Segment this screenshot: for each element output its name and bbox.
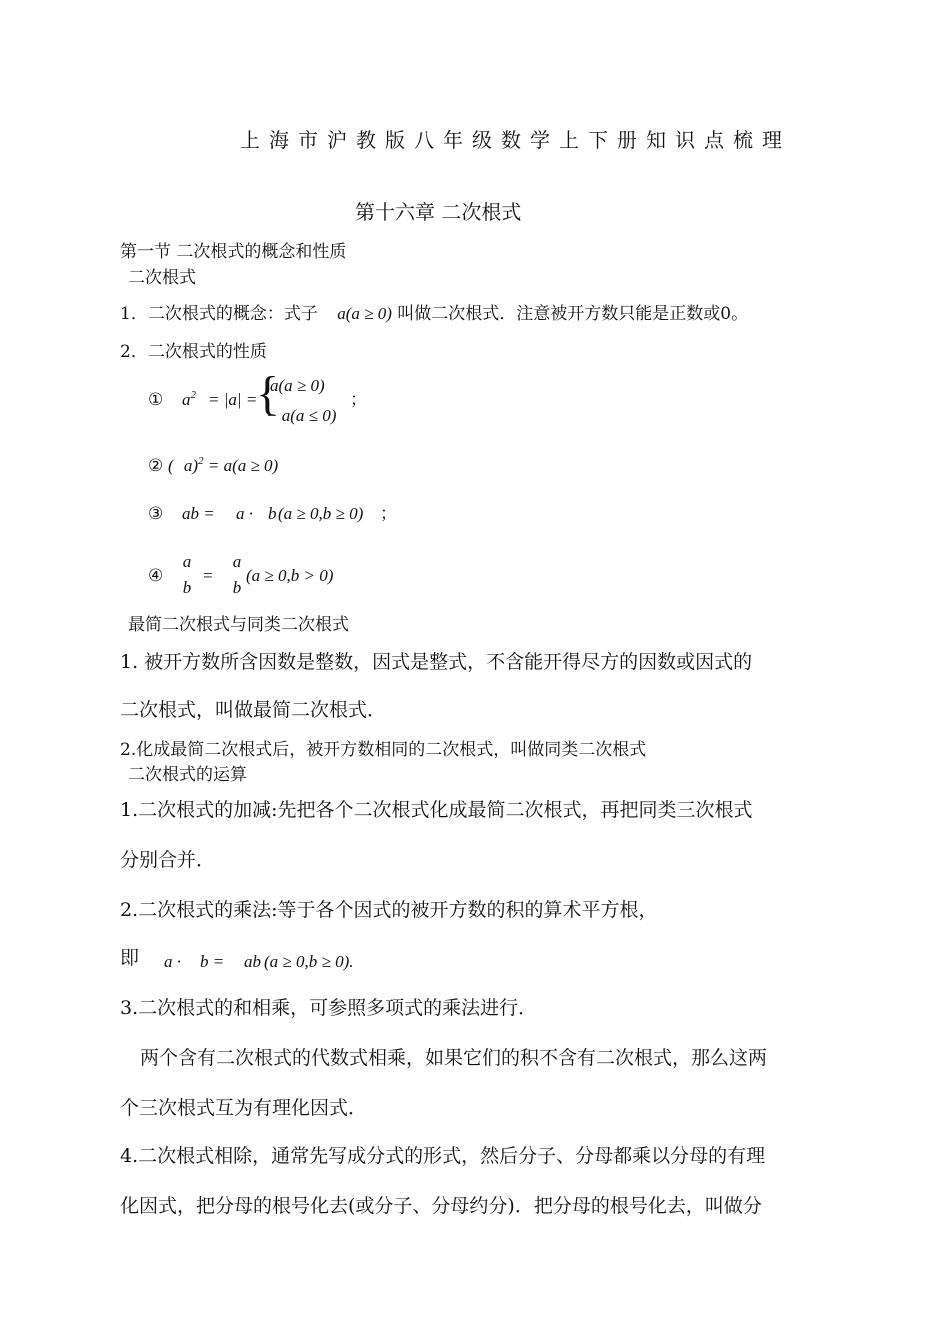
simplest-definition-line-2: 二次根式，叫做最简二次根式． [120, 699, 387, 721]
subheading-radicals: 二次根式 [128, 268, 196, 288]
addition-rule-line-1: 1.二次根式的加减:先把各个二次根式化成最简二次根式，再把同类三次根式 [120, 799, 753, 821]
property-4-numerator: a [182, 552, 192, 571]
multiplication-formula-condition: (a ≥ 0,b ≥ 0). [264, 952, 354, 971]
property-2-marker: ② [148, 456, 164, 475]
property-4-denominator: b [182, 578, 192, 597]
division-rule-line-1: 4.二次根式相除，通常先写成分式的形式，然后分子、分母都乘以分母的有理 [120, 1145, 766, 1167]
property-1-case-1: a(a ≥ 0) [270, 376, 325, 395]
multiplication-rule: 2.二次根式的乘法:等于各个因式的被开方数的积的算术平方根， [120, 899, 658, 921]
property-1-lhs [182, 388, 196, 414]
property-3-marker: ③ [148, 504, 164, 523]
property-1-exponent: 2 [190, 389, 196, 401]
property-2-var: a [183, 456, 193, 475]
rationalizing-factor-line-1: 两个含有二次根式的代数式相乘，如果它们的积不含有二次根式，那么这两 [140, 1047, 768, 1069]
property-4-numerator-2: a [232, 552, 242, 571]
property-1-brace: { [256, 367, 280, 420]
document-title: 上海市沪教版八年级数学上下册知识点梳理 [240, 128, 791, 152]
property-3-lhs: ab = [182, 504, 215, 523]
addition-rule-line-2: 分别合并． [120, 849, 216, 871]
rationalizing-factor-line-2: 个三次根式互为有理化因式． [120, 1097, 368, 1119]
multiplication-formula-label: 即 [120, 947, 140, 969]
subheading-simplest-radicals: 最简二次根式与同类二次根式 [128, 615, 349, 635]
definition-line [120, 302, 748, 326]
definition-math: a(a ≥ 0) [337, 304, 392, 323]
section-title: 第一节 二次根式的概念和性质 [120, 242, 347, 262]
sum-product-rule: 3.二次根式的和相乘，可参照多项式的乘法进行． [120, 997, 538, 1019]
chapter-title: 第十六章 二次根式 [355, 200, 522, 224]
property-3-rhs-b: b [268, 504, 277, 523]
property-1-abs: = |a| = [208, 390, 258, 409]
property-2-close-paren: ) [192, 456, 199, 475]
property-1-end: ； [350, 390, 367, 409]
similar-radicals-definition: 2.化成最简二次根式后，被开方数相同的二次根式，叫做同类二次根式 [120, 740, 647, 760]
property-4-equals: = [202, 566, 214, 585]
definition-suffix: 叫做二次根式．注意被开方数只能是正数或0。 [397, 304, 749, 324]
multiplication-formula-a: a · [164, 952, 181, 971]
property-3-condition: (a ≥ 0,b ≥ 0) [278, 504, 364, 523]
property-1-case-2: − a(a ≤ 0) [266, 406, 337, 425]
property-1-lhs-var: a [182, 390, 191, 409]
multiplication-formula-b: b = [200, 952, 225, 971]
properties-heading: 2．二次根式的性质 [120, 342, 267, 362]
property-1-marker: ① [148, 390, 164, 409]
simplest-definition-line-1: 1. 被开方数所含因数是整数，因式是整式，不含能开得尽方的因数或因式的 [120, 651, 753, 673]
property-4-condition: (a ≥ 0,b > 0) [246, 566, 334, 585]
property-3-rhs-a: a · [236, 504, 253, 523]
property-2-expression [168, 454, 278, 480]
subheading-operations: 二次根式的运算 [128, 765, 247, 785]
definition-prefix: 1．二次根式的概念：式子 [120, 304, 318, 324]
multiplication-formula-ab: ab [244, 952, 261, 971]
property-2-open-paren: ( [168, 456, 174, 475]
division-rule-line-2: 化因式，把分母的根号化去(或分子、分母约分)．把分母的根号化去，叫做分 [120, 1195, 762, 1217]
property-4-marker: ④ [148, 566, 164, 585]
property-4-denominator-2: b [232, 578, 242, 597]
property-2-exponent: 2 [198, 455, 204, 467]
property-2-rhs: = a(a ≥ 0) [207, 456, 279, 475]
property-3-end: ； [380, 504, 397, 523]
